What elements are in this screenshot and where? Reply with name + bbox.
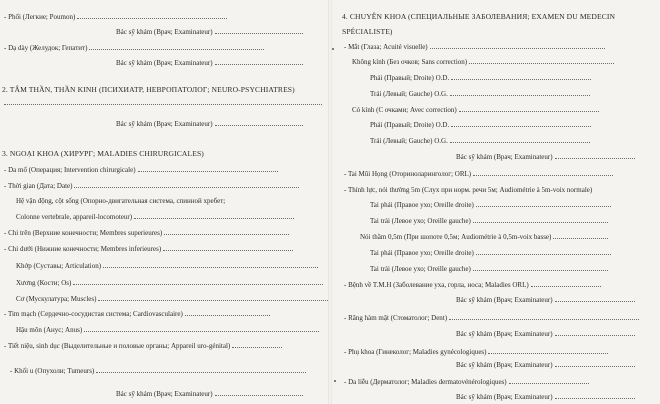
field-label: Bác sỹ khám (Врач; Examinateur) (456, 330, 553, 338)
fill-line (555, 330, 635, 336)
field-label: - Phụ khoa (Гинеколог; Maladies gynécologiques) (344, 348, 487, 356)
form-line (352, 58, 614, 67)
fill-line (4, 99, 322, 108)
fill-line (449, 314, 639, 320)
fill-line (473, 170, 613, 176)
form-line (10, 367, 306, 376)
field-label: Phải (Правый; Droite) O.D. (370, 121, 450, 129)
examiner-line (116, 59, 303, 68)
fill-line (555, 153, 635, 159)
field-label: Hậu môn (Анус; Anus) (16, 326, 83, 334)
fill-line (232, 342, 282, 348)
field-label: - Bệnh về T.M.H (Заболевание уха, горла, носа; Maladies ORL) (344, 281, 529, 289)
field-label: Colonne vertebrale, appareil-locomoteur) (16, 213, 133, 221)
fill-line (451, 74, 591, 80)
form-line (4, 245, 293, 254)
form-line (370, 265, 608, 274)
fill-line (476, 201, 611, 207)
examiner-line (456, 153, 635, 162)
fill-line (555, 361, 635, 367)
fill-line (473, 265, 608, 271)
field-label: Nói thầm 0,5m (При шопоте 0,5м; Audiométrie à 0,5m-voix basse) (360, 233, 552, 241)
form-line (4, 229, 289, 238)
field-label: - Răng hàm mặt (Стоматолог; Dent) (344, 314, 448, 322)
field-label: Bác sỹ khám (Врач; Examinateur) (456, 393, 553, 401)
fill-line (430, 43, 605, 49)
fill-line (89, 44, 264, 50)
fill-line (531, 281, 601, 287)
form-line (370, 217, 608, 226)
form-line (4, 166, 278, 175)
section-heading: 2. TÂM THẦN, THẦN KINH (ПСИХИАТР, НЕВРОПАТОЛОГ; NEURO-PSYCHIATRES) (2, 85, 295, 94)
fill-line (163, 245, 293, 251)
form-line (344, 348, 608, 357)
fill-line (74, 182, 299, 188)
field-label: - Da mổ (Операция; Intervention chirurgicale) (4, 166, 136, 174)
examiner-line (116, 390, 303, 399)
field-label: Có kính (С очками; Avec correction) (352, 106, 457, 114)
field-label: Tai phải (Правое ухо; Oreille droite) (370, 249, 474, 257)
section-heading-cont: SPÉCIALISTE) (342, 27, 393, 36)
examiner-line (456, 330, 635, 339)
field-label: Bác sỹ khám (Врач; Examinateur) (116, 390, 213, 398)
field-label: Xương (Кости; Os) (16, 279, 72, 287)
fill-line (555, 296, 635, 302)
field-label: - Thời gian (Дата; Date) (4, 182, 73, 190)
field-label: - Chi trên (Верхние конечности; Membres superieures) (4, 229, 163, 237)
fill-line (98, 295, 328, 301)
field-label: - Chi dưới (Нижние конечности; Membres inferieures) (4, 245, 162, 253)
fill-line (215, 390, 303, 396)
section-heading: 4. CHUYÊN KHOA (СПЕЦИАЛЬНЫЕ ЗАБОЛЕВАНИЯ; EXAMEN DU MEDECIN (342, 12, 616, 21)
fill-line (215, 28, 303, 34)
fill-line (73, 279, 323, 285)
form-line (16, 326, 319, 335)
field-label: Khớp (Суставы; Articulation) (16, 262, 102, 270)
field-label: Bác sỹ khám (Врач; Examinateur) (116, 59, 213, 67)
field-label: Tai trái (Левое ухо; Oreille gauche) (370, 217, 471, 225)
form-line (16, 279, 323, 288)
field-label: - Thính lực, nói thường 5m (Слух при норм. речи 5м; Audiométrie à 5m-voix normale) (344, 186, 593, 194)
field-label: - Phổi (Легкие; Poumon) (4, 13, 76, 21)
scan-speck (332, 48, 334, 50)
section-heading: 3. NGOẠI KHOA (ХИРУРГ; MALADIES CHIRURGICALES) (2, 149, 204, 158)
examiner-line (456, 393, 635, 402)
field-label: Tai trái (Левое ухо; Oreille gauche) (370, 265, 471, 273)
examiner-line (456, 296, 635, 305)
field-label: - Khối u (Опухоли; Tumeurs) (10, 367, 95, 375)
fill-line (103, 262, 318, 268)
form-line (370, 137, 590, 146)
field-label: Bác sỹ khám (Врач; Examinateur) (456, 153, 553, 161)
field-label: - Da liễu (Дерматолог; Maladies dermatovénérologiques) (344, 378, 507, 386)
form-line (370, 74, 591, 83)
form-line (16, 213, 294, 222)
form-line (370, 249, 611, 258)
fill-line (450, 137, 590, 143)
fill-line (134, 213, 294, 219)
form-line (4, 182, 299, 191)
field-label: - Tim mạch (Сердечно-сосудистая система; Cardiovasculaire) (4, 310, 183, 318)
form-line (370, 201, 611, 210)
field-label: - Tiết niệu, sinh dục (Выделительные и половые органы; Appareil uro-génital) (4, 342, 231, 350)
fill-line (77, 13, 227, 19)
fill-line (164, 229, 289, 235)
form-line (352, 106, 599, 115)
examiner-line (116, 120, 303, 129)
form-line (344, 281, 601, 290)
form-line (4, 44, 264, 53)
form-line (16, 262, 318, 271)
form-line (344, 314, 639, 323)
field-label: Trái (Левый; Gauche) O.G. (370, 137, 448, 145)
form-line (344, 170, 613, 179)
fill-line (185, 310, 270, 316)
field-label: Không kính (Без очков; Sans correction) (352, 58, 468, 66)
fill-line (450, 90, 590, 96)
form-line (4, 13, 227, 22)
form-line (4, 310, 270, 319)
fill-line (555, 393, 635, 399)
fill-line (469, 58, 614, 64)
fill-line (96, 367, 306, 373)
field-label: Bác sỹ khám (Врач; Examinateur) (456, 361, 553, 369)
form-line (16, 295, 328, 304)
fill-line (509, 378, 589, 384)
fill-line (553, 233, 608, 239)
form-line (4, 342, 282, 351)
fill-line (215, 120, 303, 126)
form-line (344, 378, 589, 387)
field-label: - Tai Mũi Họng (Оториноларинголог; ORL) (344, 170, 472, 178)
fill-line (451, 121, 591, 127)
form-line (360, 233, 608, 242)
form-line (16, 197, 227, 206)
form-line (370, 121, 591, 130)
fill-line (473, 217, 608, 223)
field-label: Tai phải (Правое ухо; Oreille droite) (370, 201, 474, 209)
field-label: - Dạ dày (Желудок; Гепатит) (4, 44, 88, 52)
field-label: Phải (Правый; Droite) O.D. (370, 74, 450, 82)
form-line (370, 90, 590, 99)
fill-line (215, 59, 303, 65)
examiner-line (456, 361, 635, 370)
field-label: Cơ (Мускулатура; Muscles) (16, 295, 97, 303)
fill-line (488, 348, 608, 354)
field-label: Trái (Левый; Gauche) O.G. (370, 90, 448, 98)
fill-line (459, 106, 599, 112)
scan-speck (334, 380, 336, 382)
fill-line (84, 326, 319, 332)
field-label: - Mắt (Глаза; Acuité visuelle) (344, 43, 428, 51)
field-label: Bác sỹ khám (Врач; Examinateur) (456, 296, 553, 304)
form-line (344, 186, 594, 195)
right-page (330, 0, 660, 404)
field-label: Bác sỹ khám (Врач; Examinateur) (116, 28, 213, 36)
fill-line (138, 166, 278, 172)
form-line (344, 43, 605, 52)
examiner-line (116, 28, 303, 37)
field-label: Bác sỹ khám (Врач; Examinateur) (116, 120, 213, 128)
fill-line (476, 249, 611, 255)
field-label: Hệ vận động, cột sống (Опорно-двигательная система, спинной хребет; (16, 197, 226, 205)
